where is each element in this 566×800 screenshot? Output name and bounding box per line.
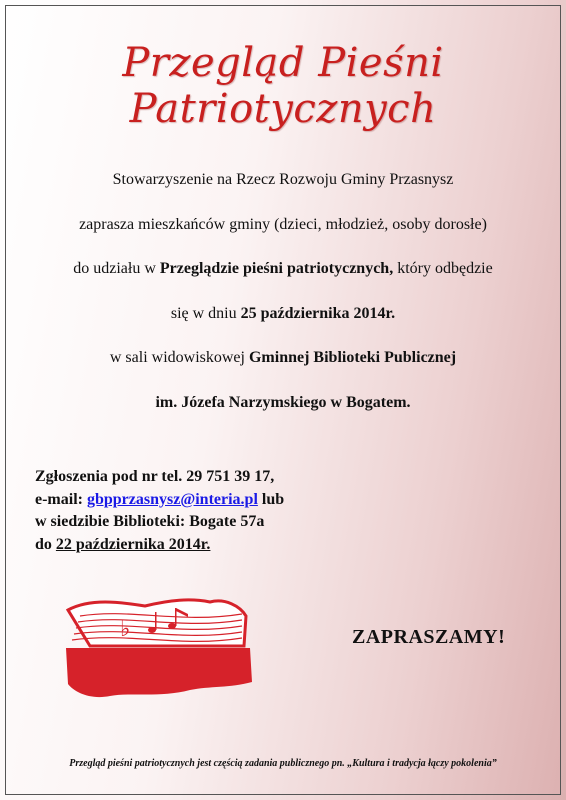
invite-callout: ZAPRASZAMY! — [352, 626, 506, 648]
date-line: się w dniu 25 października 2014r. — [170, 304, 396, 322]
event-date: 25 października 2014r. — [240, 304, 396, 322]
contact-block — [35, 466, 284, 556]
footnote: Przegląd pieśni patriotycznych jest częścią zadania publicznego pn. „Kultura i tradycja łączy pokolenia” — [69, 758, 497, 769]
polish-flag-music-notes-icon — [60, 588, 260, 708]
deadline-line: do 22 października 2014r. — [35, 535, 211, 553]
deadline-date: 22 października 2014r. — [55, 535, 211, 553]
email-line: e-mail: gbpprzasnysz@interia.pl lub — [35, 490, 285, 508]
poster-title: Przegląd Pieśni Patriotycznych — [122, 40, 444, 132]
email-link[interactable]: gbpprzasnysz@interia.pl — [86, 490, 258, 508]
venue-patron-line: im. Józefa Narzymskiego w Bogatem. — [155, 393, 411, 411]
event-name: Przeglądzie pieśni patriotycznych, — [159, 260, 394, 277]
address-line: w siedzibie Biblioteki: Bogate 57a — [35, 513, 265, 530]
organizer-line: Stowarzyszenie na Rzecz Rozwoju Gminy Przasnysz — [112, 171, 454, 188]
audience-line: zaprasza mieszkańców gminy (dzieci, młodzież, osoby dorosłe) — [79, 215, 487, 233]
phone-line: Zgłoszenia pod nr tel. 29 751 39 17, — [35, 468, 275, 485]
svg-text:♭: ♭ — [120, 617, 131, 642]
event-line: do udziału w Przeglądzie pieśni patriotycznych, który odbędzie — [73, 260, 493, 277]
venue-line: w sali widowiskowej Gminnej Biblioteki Publicznej — [109, 349, 457, 366]
venue-name: Gminnej Biblioteki Publicznej — [248, 349, 457, 366]
invitation-text — [0, 164, 566, 431]
